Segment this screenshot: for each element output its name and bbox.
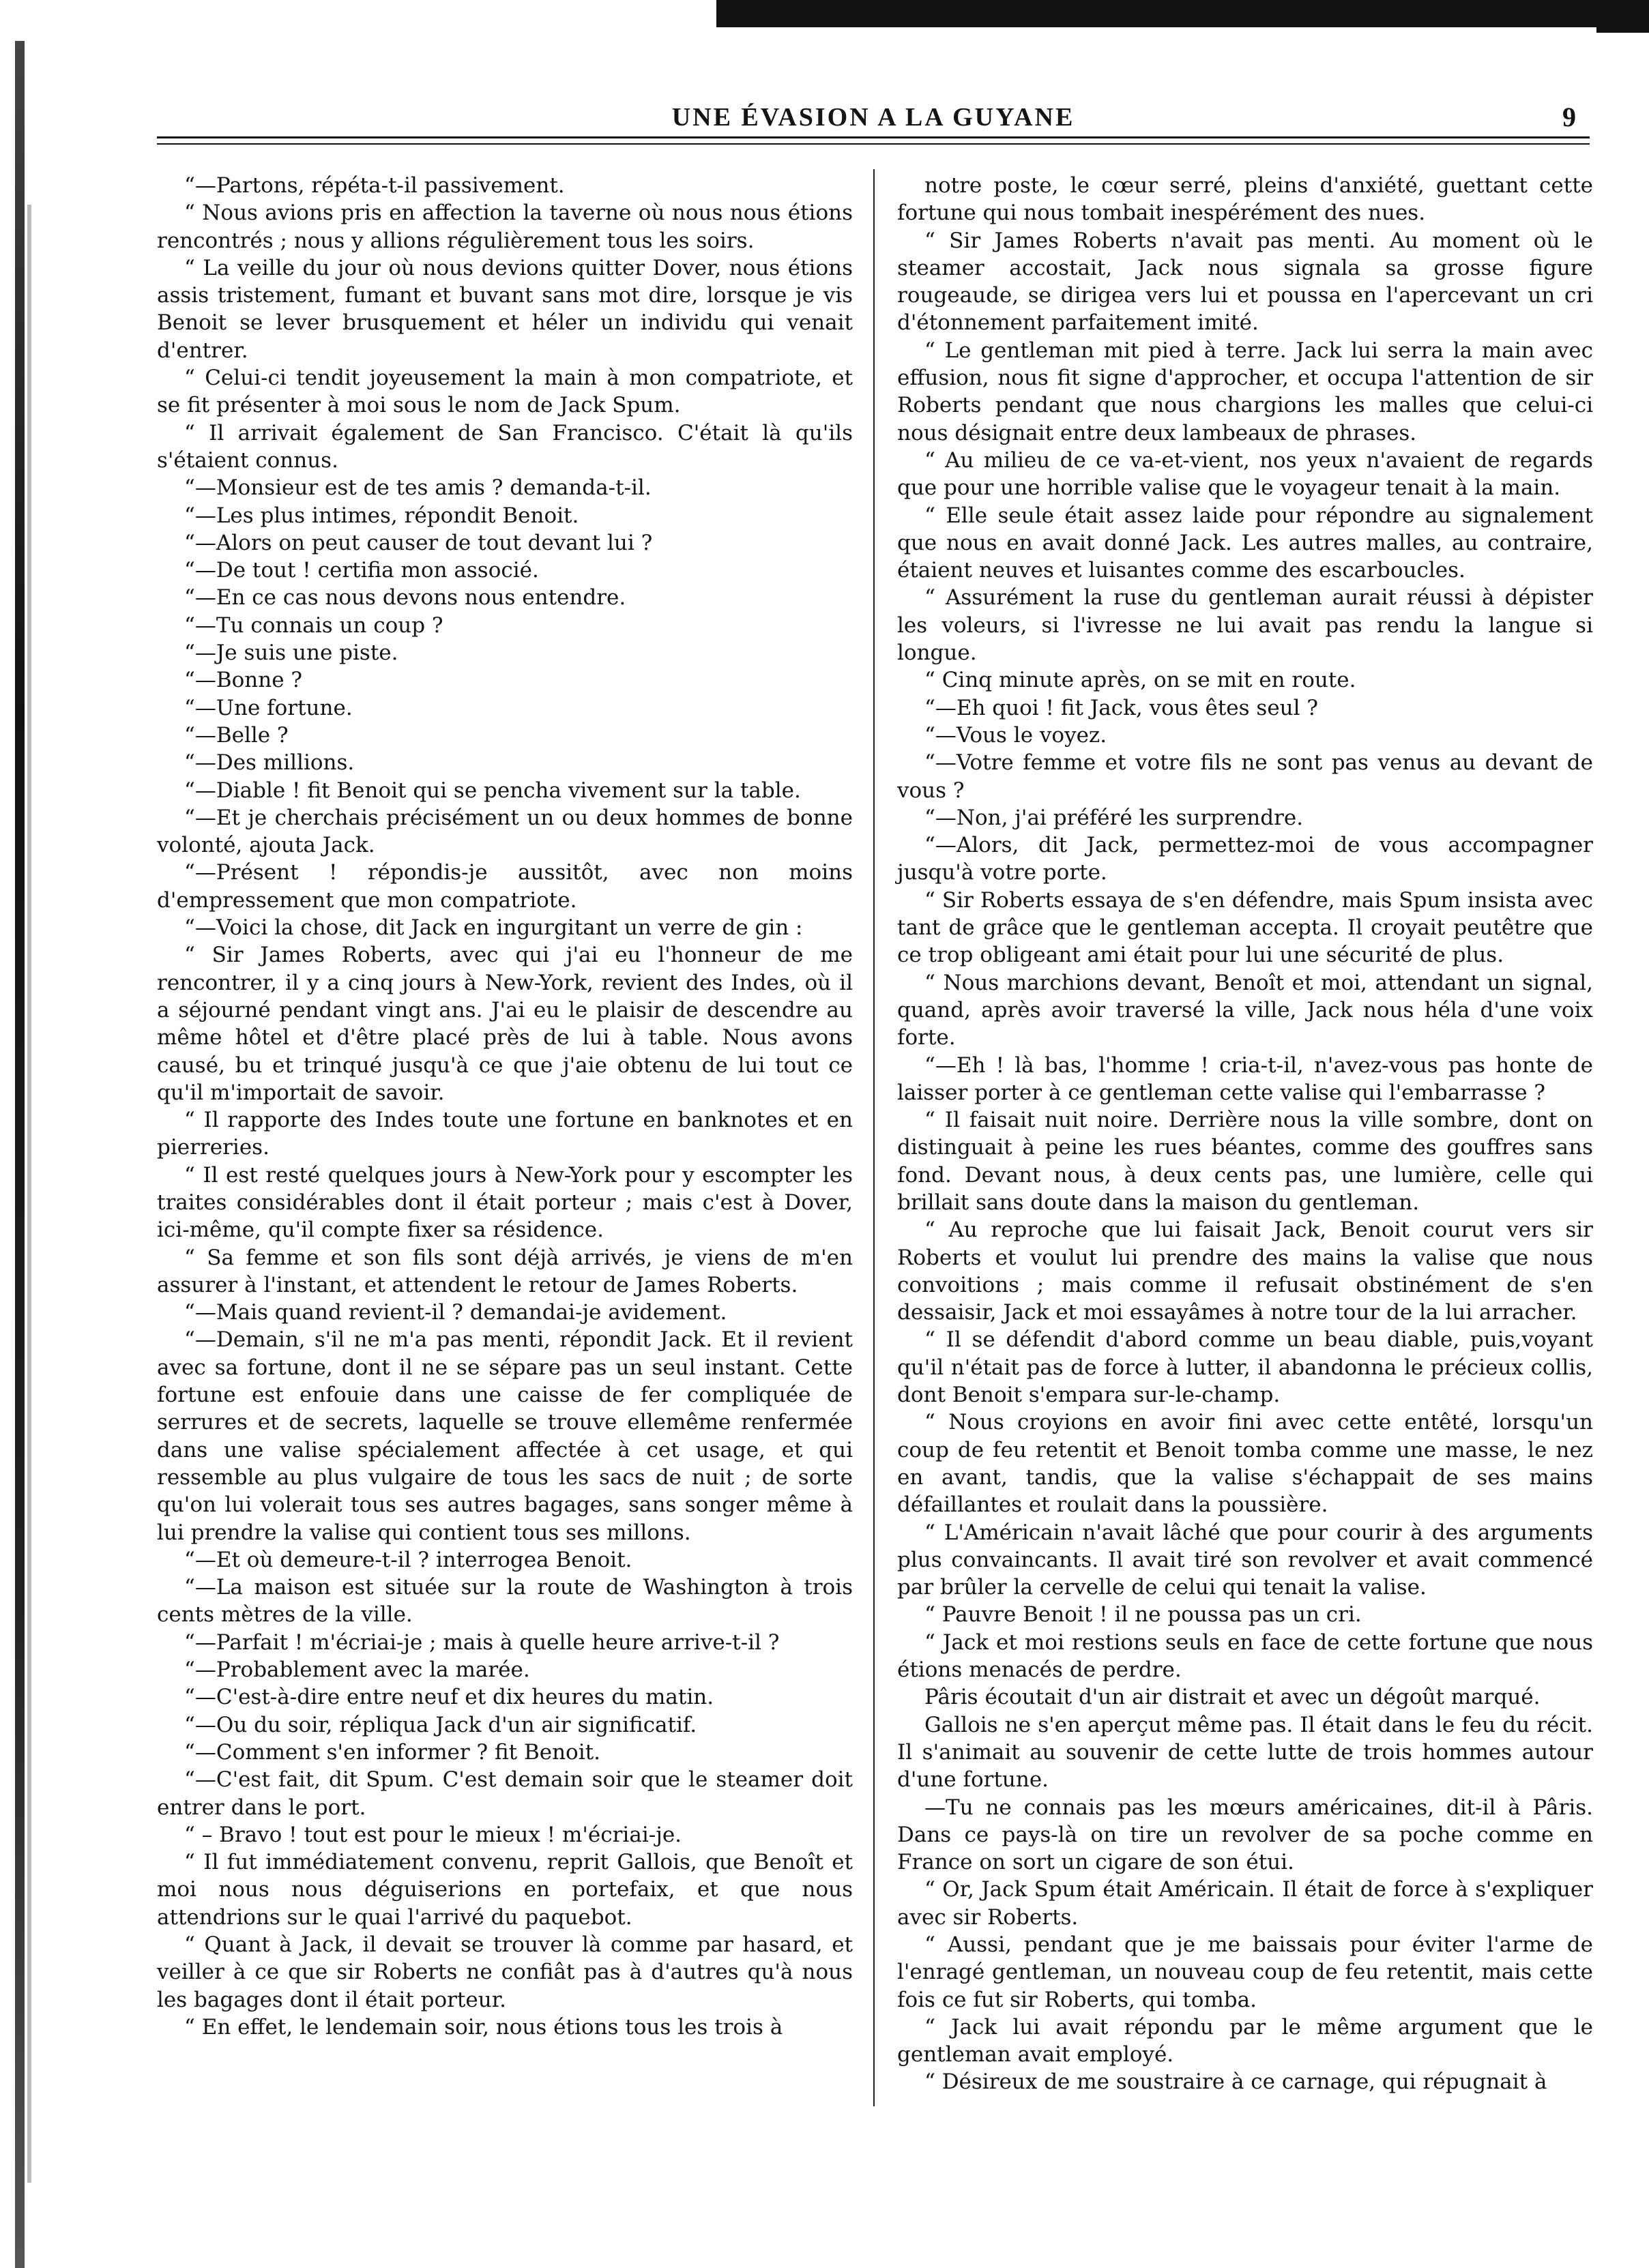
paragraph: “—Et je cherchais précisément un ou deux hommes de bonne volonté, ajouta Jack. <box>157 805 853 858</box>
running-title: UNE ÉVASION A LA GUYANE <box>671 103 1075 132</box>
paragraph: “ Jack et moi restions seuls en face de cette fortune que nous étions menacés de perdre. <box>897 1630 1593 1683</box>
paragraph: “—Diable ! fit Benoit qui se pencha vivement sur la table. <box>184 778 801 803</box>
paragraph: —Tu ne connais pas les mœurs américaines, dit-il à Pâris. Dans ce pays-là on tire un revolver de sa poche comme en France on sort un cigare de son étui. <box>897 1795 1593 1875</box>
paragraph: “—Probablement avec la marée. <box>184 1658 530 1683</box>
paragraph: “—Je suis une piste. <box>184 640 398 666</box>
paragraph: “—C'est fait, dit Spum. C'est demain soir que le steamer doit entrer dans le port. <box>157 1767 853 1820</box>
paragraph: “ L'Américain n'avait lâché que pour courir à des arguments plus convaincants. Il avait tiré son revolver et avait commencé par brûler la cervelle de celui qui tenait la valise. <box>897 1520 1593 1600</box>
paragraph: “ Sa femme et son fils sont déjà arrivés, je viens de m'en assurer à l'instant, et attendent le retour de James Roberts. <box>157 1245 853 1297</box>
paragraph: “—De tout ! certifia mon associé. <box>184 558 539 583</box>
paragraph: “—Des millions. <box>184 750 355 776</box>
paragraph: “ Au reproche que lui faisait Jack, Benoit courut vers sir Roberts et voulut lui prendre des mains la valise que nous convoitions ; mais comme il refusait obstinément de s'en dessaisir, Jack et moi essayâmes à notre tour de la lui arracher. <box>897 1218 1593 1325</box>
paragraph: “ Nous marchions devant, Benoît et moi, attendant un signal, quand, après avoir traversé la ville, Jack nous héla d'une voix forte. <box>897 970 1593 1050</box>
paragraph: “ Il se défendit d'abord comme un beau diable, puis,voyant qu'il n'était pas de force à lutter, il abandonna le précieux collis, dont Benoit s'empara sur-le-champ. <box>897 1327 1593 1408</box>
paragraph: “ Nous croyions en avoir fini avec cette entêté, lorsqu'un coup de feu retentit et Benoit tomba comme une masse, le nez en avant, tandis, que la valise s'échappait de ses mains défaillantes et roulait dans la poussière. <box>897 1410 1593 1518</box>
paragraph: “ Assurément la ruse du gentleman aurait réussi à dépister les voleurs, si l'ivresse ne lui avait pas rendu la langue si longue. <box>897 585 1593 666</box>
paragraph: “—Monsieur est de tes amis ? demanda-t-il. <box>184 475 652 501</box>
left-column <box>157 172 853 2041</box>
paragraph: “—Voici la chose, dit Jack en ingurgitant un verre de gin : <box>184 915 803 941</box>
paragraph: “—La maison est située sur la route de Washington à trois cents mètres de la ville. <box>157 1575 853 1628</box>
paragraph: “—Vous le voyez. <box>924 722 1107 748</box>
paragraph: “—Tu connais un coup ? <box>184 613 443 638</box>
paragraph: “—Non, j'ai préféré les surprendre. <box>924 805 1304 830</box>
paragraph: “ La veille du jour où nous devions quitter Dover, nous étions assis tristement, fumant et buvant sans mot dire, lorsque je vis Benoit se lever brusquement et héler un individu qui venait d'entrer. <box>157 255 853 363</box>
paragraph: “ Aussi, pendant que je me baissais pour éviter l'arme de l'enragé gentleman, un nouveau coup de feu retentit, mais cette fois ce fut sir Roberts, qui tomba. <box>897 1932 1593 2012</box>
paragraph: “ Jack lui avait répondu par le même argument que le gentleman avait employé. <box>897 2014 1593 2067</box>
paragraph: “ En effet, le lendemain soir, nous étions tous les trois à <box>184 2014 783 2039</box>
paragraph: “—Comment s'en informer ? fit Benoit. <box>184 1739 600 1765</box>
running-header <box>157 87 1590 142</box>
column-divider <box>873 169 875 2106</box>
paragraph: “ Nous avions pris en affection la taverne où nous nous étions rencontrés ; nous y allions régulièrement tous les soirs. <box>157 201 853 253</box>
header-rule <box>157 136 1590 138</box>
paragraph: “ Il faisait nuit noire. Derrière nous la ville sombre, dont on distinguait à peine les rues béantes, comme des gouffres sans fond. Devant nous, à deux cents pas, une lumière, celle qui brillait sans doute dans la maison du gentleman. <box>897 1108 1593 1215</box>
page-top-border-tail <box>1596 0 1649 33</box>
paragraph: “ Il fut immédiatement convenu, reprit Gallois, que Benoît et moi nous nous déguiserions en portefaix, et que nous attendrions sur le quai l'arrivé du paquebot. <box>157 1850 853 1930</box>
page-number: 9 <box>1562 102 1576 132</box>
paragraph: Pâris écoutait d'un air distrait et avec un dégoût marqué. <box>924 1685 1541 1710</box>
paragraph: “ – Bravo ! tout est pour le mieux ! m'écriai-je. <box>184 1822 682 1847</box>
paragraph: “—Mais quand revient-il ? demandai-je avidement. <box>184 1300 727 1325</box>
paragraph: “—En ce cas nous devons nous entendre. <box>184 585 626 610</box>
paragraph: “ Le gentleman mit pied à terre. Jack lui serra la main avec effusion, nous fit signe d'approcher, et occupa l'attention de sir Roberts pendant que nous chargions les malles que celui-ci nous désignait entre deux lambeaux de phrases. <box>897 338 1593 445</box>
paragraph: “ Sir James Roberts, avec qui j'ai eu l'honneur de me rencontrer, il y a cinq jours à New-York, revient des Indes, où il a séjourné pendant vingt ans. J'ai eu le plaisir de descendre au même hôtel et d'être placé près de lui à table. Nous avons causé, bu et trinqué jusqu'à ce que j'aie obtenu de lui tout ce qu'il m'importait de savoir. <box>157 943 853 1105</box>
page-binding-shadow <box>27 205 31 2183</box>
paragraph: “ Sir James Roberts n'avait pas menti. Au moment où le steamer accostait, Jack nous signala sa grosse figure rougeaude, se dirigea vers lui et poussa en l'apercevant un cri d'étonnement parfaitement imité. <box>897 228 1593 336</box>
paragraph: “—Présent ! répondis-je aussitôt, avec non moins d'empressement que mon compatriote. <box>157 860 853 913</box>
paragraph: notre poste, le cœur serré, pleins d'anxiété, guettant cette fortune qui nous tombait inespérément des nues. <box>897 173 1593 226</box>
paragraph: “—Belle ? <box>184 722 289 748</box>
paragraph: “ Il arrivait également de San Francisco. C'était là qu'ils s'étaient connus. <box>157 420 853 473</box>
paragraph: “—Eh ! là bas, l'homme ! cria-t-il, n'avez-vous pas honte de laisser porter à ce gentleman cette valise qui l'embarrasse ? <box>897 1052 1593 1105</box>
paragraph: “ Pauvre Benoit ! il ne poussa pas un cri. <box>924 1602 1362 1628</box>
paragraph: Gallois ne s'en aperçut même pas. Il était dans le feu du récit. Il s'animait au souvenir de cette lutte de trois hommes autour d'une fortune. <box>897 1712 1593 1793</box>
page-binding-edge <box>15 41 25 2268</box>
paragraph: “ Cinq minute après, on se mit en route. <box>924 668 1356 693</box>
paragraph: “ Elle seule était assez laide pour répondre au signalement que nous en avait donné Jack. Les autres malles, au contraire, étaient neuves et luisantes comme des escarboucles. <box>897 503 1593 583</box>
paragraph: “ Quant à Jack, il devait se trouver là comme par hasard, et veiller à ce que sir Roberts ne confiât pas à d'autres qu'à nous les bagages dont il était porteur. <box>157 1932 853 2012</box>
paragraph: “—Eh quoi ! fit Jack, vous êtes seul ? <box>924 695 1319 720</box>
paragraph: “—Parfait ! m'écriai-je ; mais à quelle heure arrive-t-il ? <box>184 1630 780 1655</box>
paragraph: “—Alors on peut causer de tout devant lui ? <box>184 530 653 555</box>
paragraph: “ Or, Jack Spum était Américain. Il était de force à s'expliquer avec sir Roberts. <box>897 1877 1593 1930</box>
page-top-border <box>716 0 1617 27</box>
paragraph: “—Demain, s'il ne m'a pas menti, répondit Jack. Et il revient avec sa fortune, dont il ne se sépare pas un seul instant. Cette fortune est enfouie dans une caisse de fer compliquée de serrures et de secrets, laquelle se trouve ellemême renfermée dans une valise spécialement affectée à cet usage, et qui ressemble au plus vulgaire de tous les sacs de nuit ; de sorte qu'on lui volerait tous ses autres bagages, sans songer même à lui prendre la valise qui contient tous ses millons. <box>157 1327 853 1545</box>
paragraph: “ Désireux de me soustraire à ce carnage, qui répugnait à <box>924 2070 1547 2095</box>
paragraph: “—Ou du soir, répliqua Jack d'un air significatif. <box>184 1712 697 1737</box>
right-column <box>897 172 1593 2096</box>
paragraph: “—Votre femme et votre fils ne sont pas venus au devant de vous ? <box>897 750 1593 803</box>
paragraph: “ Sir Roberts essaya de s'en défendre, mais Spum insista avec tant de grâce que le gentleman accepta. Il croyait peutêtre que ce trop obligeant ami était pour lui une sécurité de plus. <box>897 887 1593 968</box>
paragraph: “—Les plus intimes, répondit Benoit. <box>184 503 579 528</box>
paragraph: “ Il est resté quelques jours à New-York pour y escompter les traites considérables dont il était porteur ; mais c'est à Dover, ici-même, qu'il compte fixer sa résidence. <box>157 1162 853 1243</box>
paragraph: “—Une fortune. <box>184 695 353 720</box>
paragraph: “ Celui-ci tendit joyeusement la main à mon compatriote, et se fit présenter à moi sous le nom de Jack Spum. <box>157 366 853 418</box>
header-rule-thin <box>157 143 1590 145</box>
paragraph: “—Et où demeure-t-il ? interrogea Benoit. <box>184 1547 632 1572</box>
paragraph: “ Il rapporte des Indes toute une fortune en banknotes et en pierreries. <box>157 1108 853 1160</box>
paragraph: “—Partons, répéta-t-il passivement. <box>184 173 565 198</box>
paragraph: “—Alors, dit Jack, permettez-moi de vous accompagner jusqu'à votre porte. <box>897 833 1593 885</box>
paragraph: “ Au milieu de ce va-et-vient, nos yeux n'avaient de regards que pour une horrible valise que le voyageur tenait à la main. <box>897 447 1593 501</box>
paragraph: “—Bonne ? <box>184 668 303 693</box>
paragraph: “—C'est-à-dire entre neuf et dix heures du matin. <box>184 1685 714 1710</box>
